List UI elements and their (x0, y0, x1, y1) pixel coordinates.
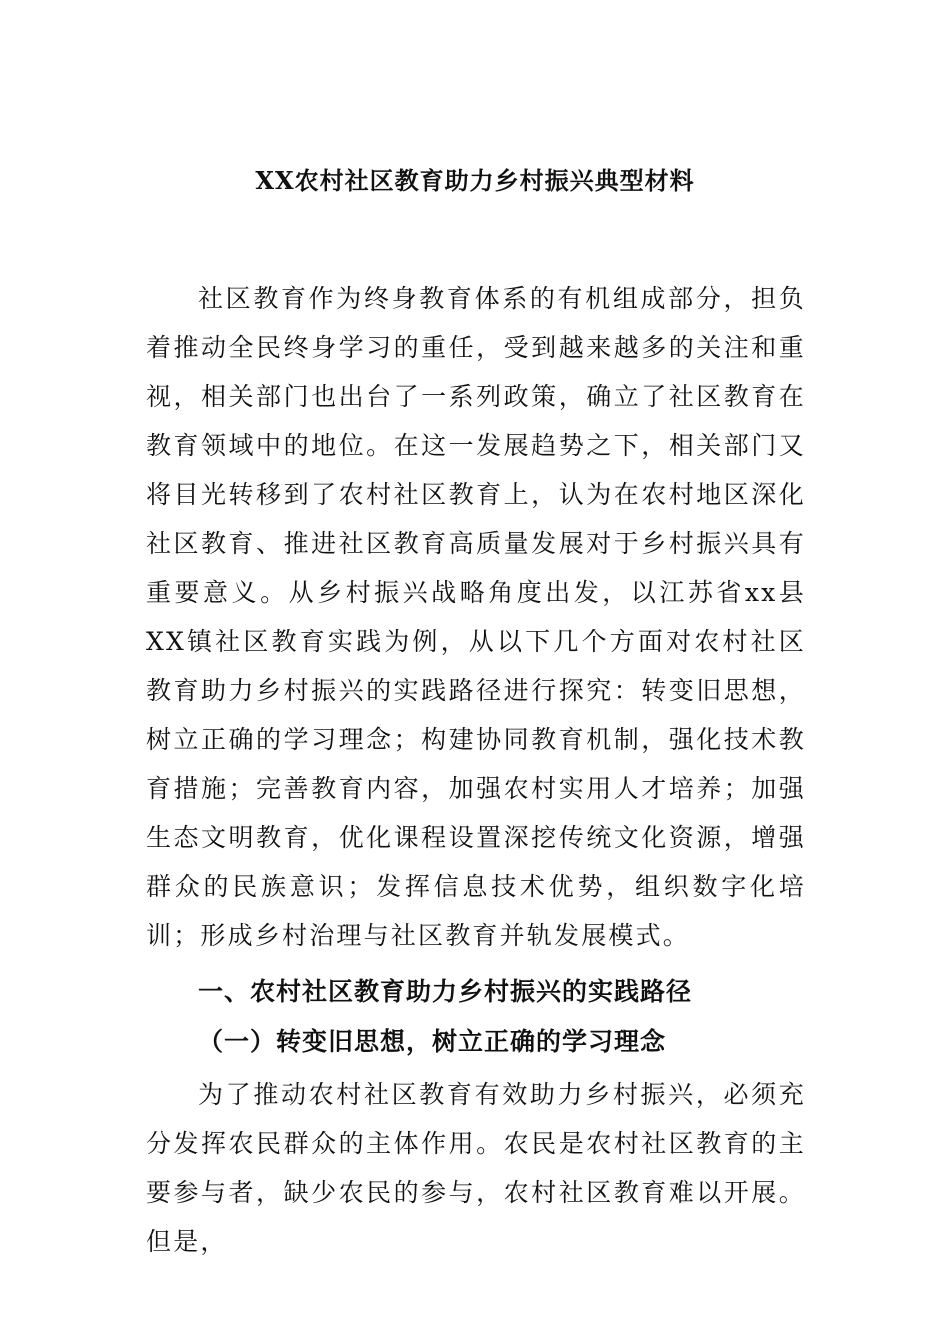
subsection-heading: （一）转变旧思想，树立正确的学习理念 (198, 1027, 667, 1056)
document-title: XX农村社区教育助力乡村振兴典型材料 (255, 166, 695, 195)
intro-paragraph: 社区教育作为终身教育体系的有机组成部分，担负着推动全民终身学习的重任，受到越来越多的关注和重视，相关部门也出台了一系列政策，确立了社区教育在教育领域中的地位。在这一发展趋势之下，相关部门又将目光转移到了农村社区教育上，认为在农村地区深化社区教育、推进社区教育高质量发展对于乡村振兴具有重要意义。从乡村振兴战略角度出发，以江苏省xx县XX镇社区教育实践为例，从以下几个方面对农村社区教育助力乡村振兴的实践路径进行探究：转变旧思想，树立正确的学习理念；构建协同教育机制，强化技术教育措施；完善教育内容，加强农村实用人才培养；加强生态文明教育，优化课程设置深挖传统文化资源，增强群众的民族意识；发挥信息技术优势，组织数字化培训；形成乡村治理与社区教育并轨发展模式。 (146, 284, 806, 950)
section-heading: 一、农村社区教育助力乡村振兴的实践路径 (198, 977, 693, 1006)
body-paragraph: 为了推动农村社区教育有效助力乡村振兴，必须充分发挥农民群众的主体作用。农民是农村社区教育的主要参与者，缺少农民的参与，农村社区教育难以开展。但是， (146, 1080, 806, 1256)
